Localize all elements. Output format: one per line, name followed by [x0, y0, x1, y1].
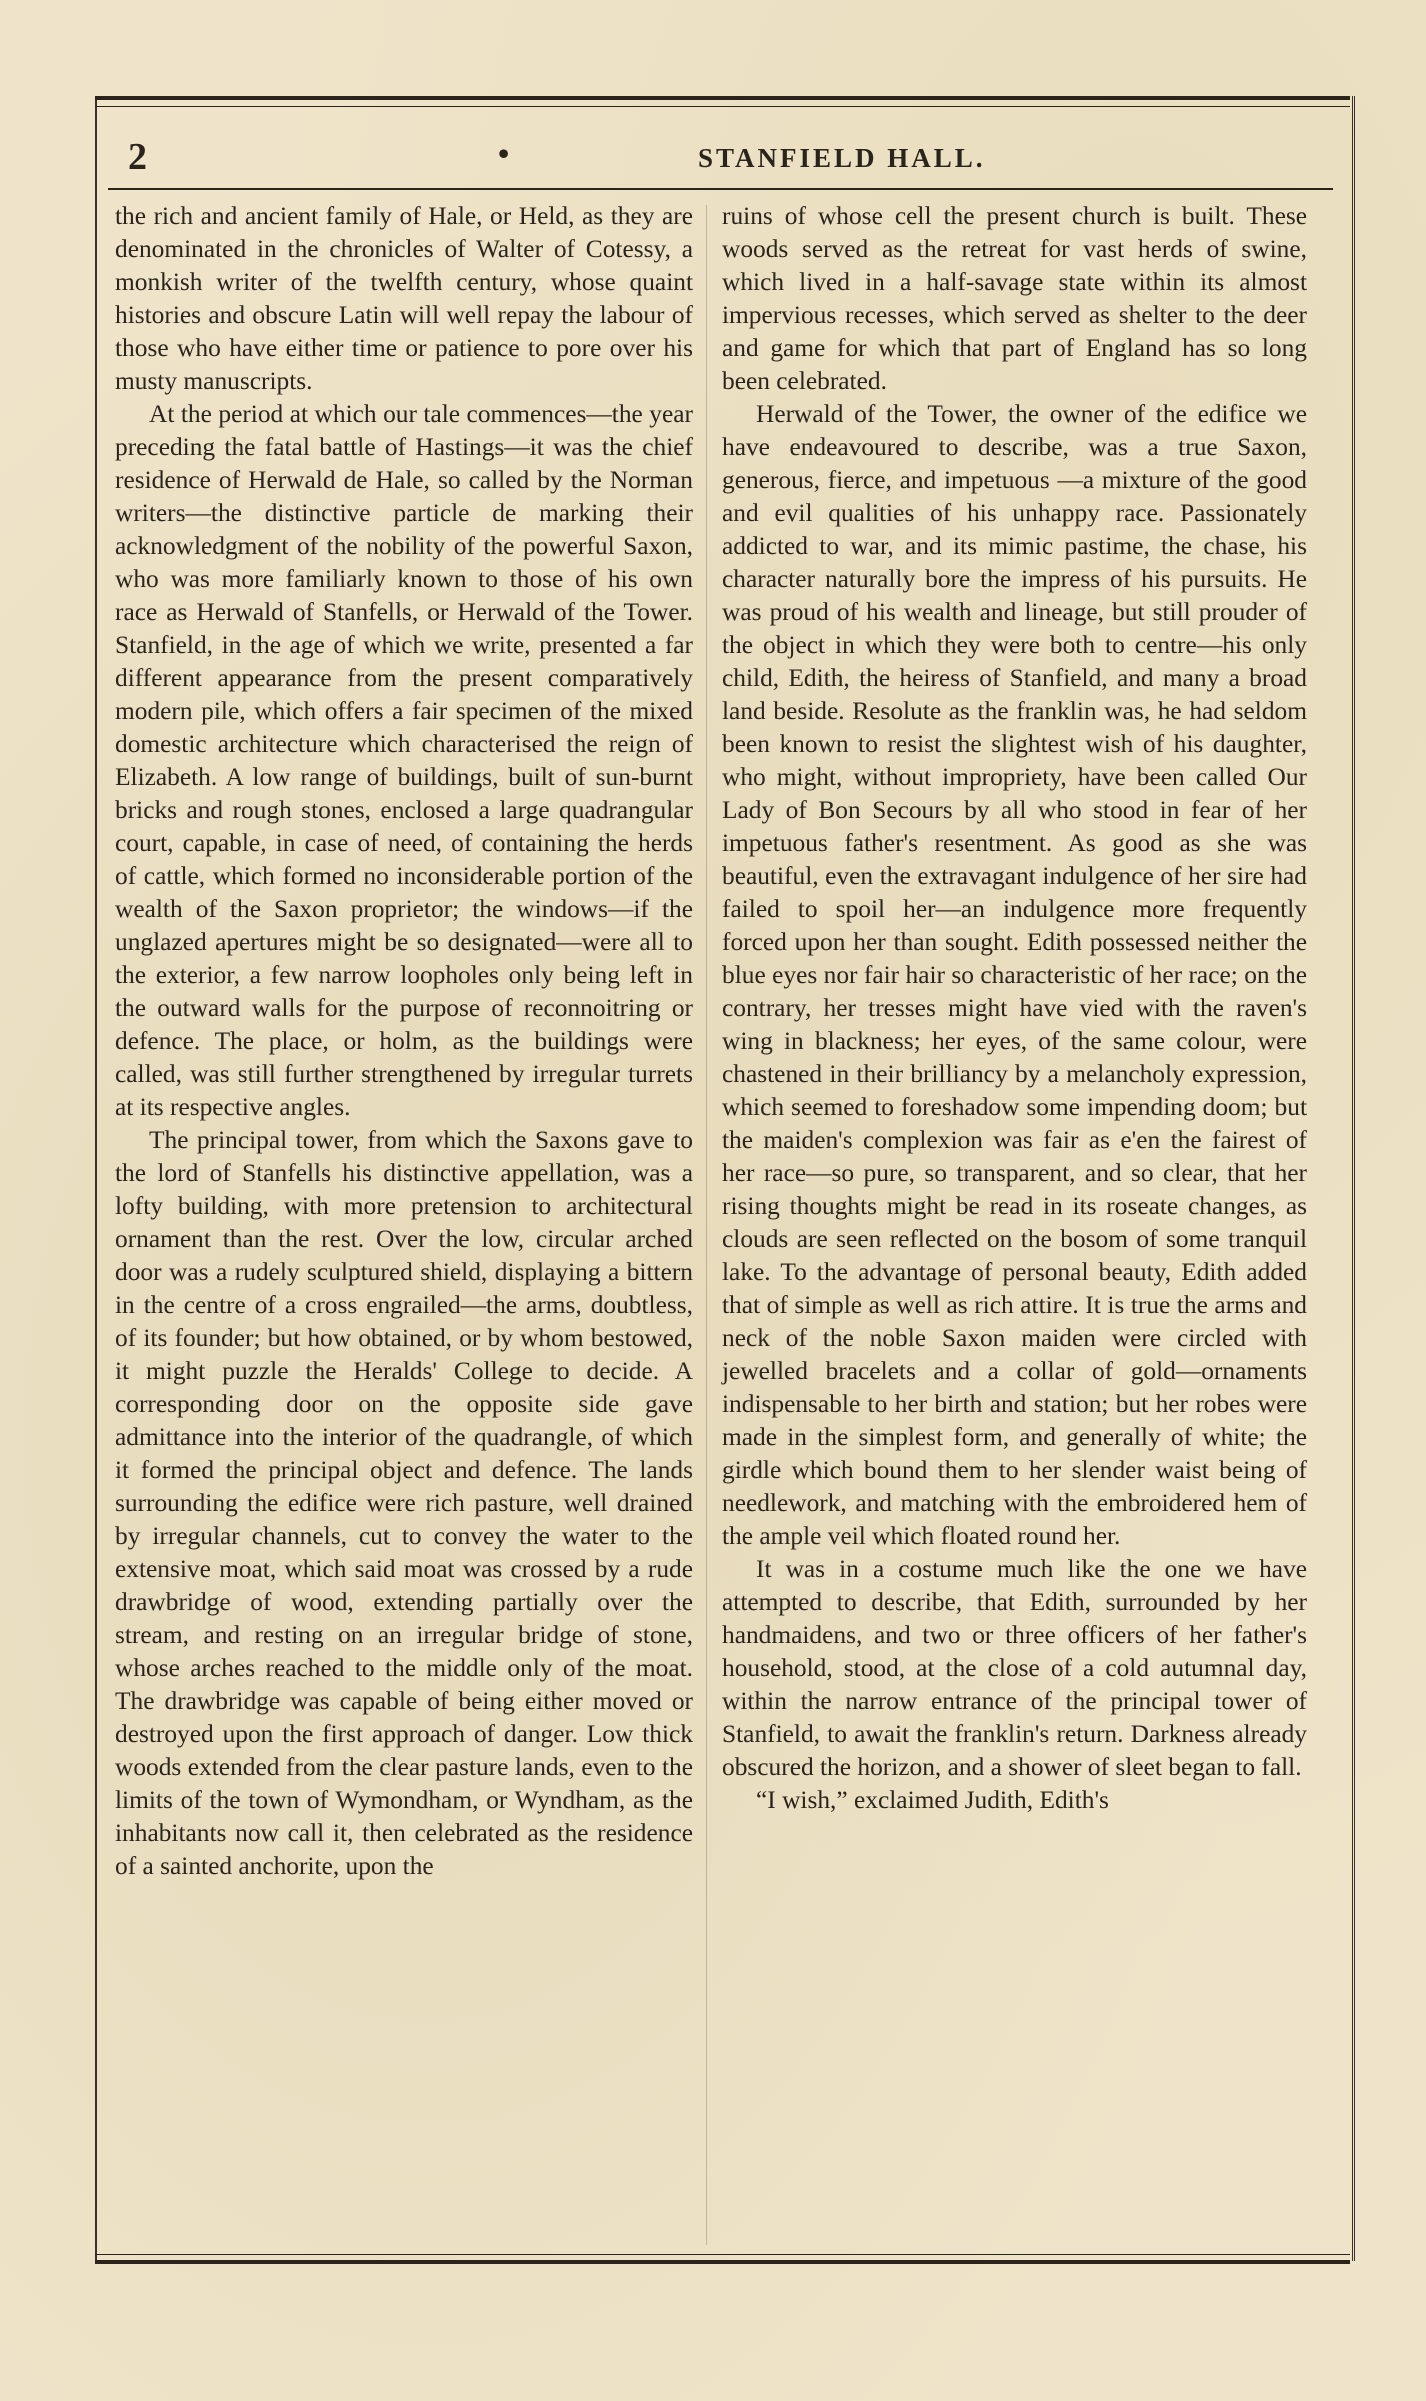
- column-divider: [706, 205, 707, 2245]
- right-paragraph: Herwald of the Tower, the owner of the edifice we have endeavoured to describe, was a true Saxon, generous, fierce, and impetuous —a mixture of the good and evil qualities of his unhappy race. Passionately addicted to war, and its mimic pastime, the chase, his character naturally bore the impress of his pursuits. He was proud of his wealth and lineage, but still prouder of the object in which they were both to centre—his only child, Edith, the heiress of Stanfield, and many a broad land beside. Resolute as the franklin was, he had seldom been known to resist the slightest wish of his daughter, who might, without impropriety, have been called Our Lady of Bon Secours by all who stood in fear of her impetuous father's resentment. As good as she was beautiful, even the extravagant indulgence of her sire had failed to spoil her—an indulgence more frequently forced upon her than sought. Edith possessed neither the blue eyes nor fair hair so characteristic of her race; on the contrary, her tresses might have vied with the raven's wing in blackness; her eyes, of the same colour, were chastened in their brilliancy by a melancholy expression, which seemed to foreshadow some impending doom; but the maiden's complexion was fair as e'en the fairest of her race—so pure, so transparent, and so clear, that her rising thoughts might be read in its roseate changes, as clouds are seen reflected on the bosom of some tranquil lake. To the advantage of personal beauty, Edith added that of simple as well as rich attire. It is true the arms and neck of the noble Saxon maiden were circled with jewelled bracelets and a collar of gold—ornaments indispensable to her birth and station; but her robes were made in the simplest form, and generally of white; the girdle which bound them to her slender waist being of needlework, and matching with the embroidered hem of the ample veil which floated round her.: [722, 400, 1307, 1550]
- page-number: 2: [128, 136, 147, 178]
- header-separator: •: [498, 135, 510, 171]
- header-rule: [108, 188, 1333, 190]
- right-paragraph: “I wish,” exclaimed Judith, Edith's: [756, 1786, 1109, 1814]
- page-header: [108, 135, 1328, 185]
- left-paragraph: the rich and ancient family of Hale, or Held, as they are denominated in the chronicles of Walter of Cotessy, a monkish writer of the twelfth century, whose quaint histories and obscure Latin will well repay the labour of those who have either time or patience to pore over his musty manuscripts.: [115, 202, 693, 395]
- right-column: [722, 200, 1307, 1817]
- top-rule-thick: [95, 96, 1350, 100]
- left-paragraph: The principal tower, from which the Saxons gave to the lord of Stanfells his distinctive appellation, was a lofty building, with more pretension to architectural ornament than the rest. Over the low, circular arched door was a rudely sculptured shield, displaying a bittern in the centre of a cross engrailed—the arms, doubtless, of its founder; but how obtained, or by whom bestowed, it might puzzle the Heralds' College to decide. A corresponding door on the opposite side gave admittance into the interior of the quadrangle, of which it formed the principal object and defence. The lands surrounding the edifice were rich pasture, well drained by irregular channels, cut to convey the water to the extensive moat, which said moat was crossed by a rude drawbridge of wood, extending partially over the stream, and resting on an irregular bridge of stone, whose arches reached to the middle only of the moat. The drawbridge was capable of being either moved or destroyed upon the first approach of danger. Low thick woods extended from the clear pasture lands, even to the limits of the town of Wymondham, or Wyndham, as the inhabitants now call it, then celebrated as the residence of a sainted anchorite, upon the: [115, 1126, 693, 1880]
- left-column: [115, 200, 693, 1883]
- bottom-rule-thin: [95, 2254, 1350, 2255]
- right-paragraph: It was in a costume much like the one we have attempted to describe, that Edith, surrounded by her handmaidens, and two or three officers of her father's household, stood, at the close of a cold autumnal day, within the narrow entrance of the principal tower of Stanfield, to await the franklin's return. Darkness already obscured the horizon, and a shower of sleet began to fall.: [722, 1555, 1307, 1781]
- left-paragraph: At the period at which our tale commences—the year preceding the fatal battle of Hastings—it was the chief residence of Herwald de Hale, so called by the Norman writers—the distinctive particle de marking their acknowledgment of the nobility of the powerful Saxon, who was more familiarly known to those of his own race as Herwald of Stanfells, or Herwald of the Tower. Stanfield, in the age of which we write, presented a far different appearance from the present comparatively modern pile, which offers a fair specimen of the mixed domestic architecture which characterised the reign of Elizabeth. A low range of buildings, built of sun-burnt bricks and rough stones, enclosed a large quadrangular court, capable, in case of need, of containing the herds of cattle, which formed no inconsiderable portion of the wealth of the Saxon proprietor; the windows—if the unglazed apertures might be so designated—were all to the exterior, a few narrow loopholes only being left in the outward walls for the purpose of reconnoitring or defence. The place, or holm, as the buildings were called, was still further strengthened by irregular turrets at its respective angles.: [115, 400, 693, 1121]
- bottom-rule-thick: [95, 2260, 1350, 2264]
- top-rule-thin: [95, 106, 1350, 107]
- running-title: STANFIELD HALL.: [698, 143, 986, 173]
- right-paragraph: ruins of whose cell the present church is built. These woods served as the retreat for vast herds of swine, which lived in a half-savage state within its almost impervious recesses, which served as shelter to the deer and game for which that part of England has so long been celebrated.: [722, 202, 1307, 395]
